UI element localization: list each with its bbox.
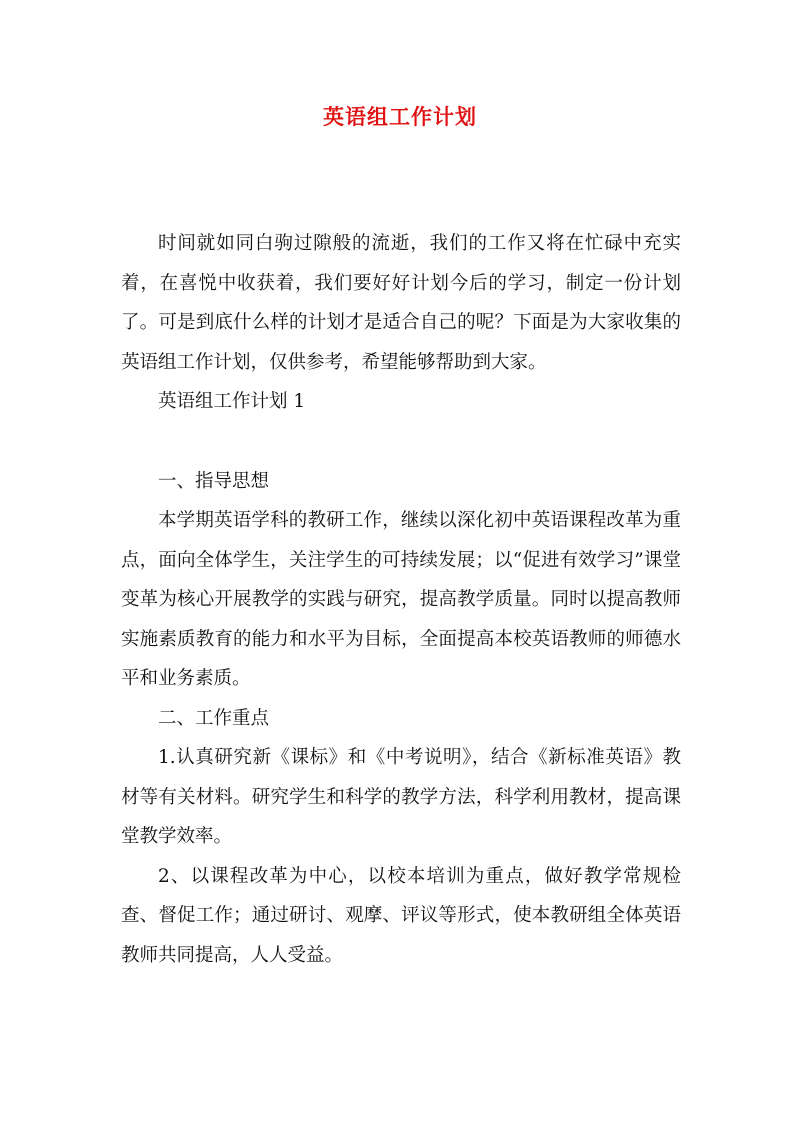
section2-heading: 二、工作重点 bbox=[158, 707, 270, 729]
section1-paragraph: 本学期英语学科的教研工作，继续以深化初中英语课程改革为重点，面向全体学生，关注学生的可持续发展；以“促进有效学习”课堂变革为核心开展教学的实践与研究，提高教学质量。同时以提高教师实施素质教育的能力和水平为目标，全面提高本校英语教师的师德水平和业务素质。 bbox=[121, 510, 681, 689]
intro-paragraph: 时间就如同白驹过隙般的流逝，我们的工作又将在忙碌中充实着，在喜悦中收获着，我们要好好计划今后的学习，制定一份计划了。可是到底什么样的计划才是适合自己的呢？下面是为大家收集的英语组工作计划，仅供参考，希望能够帮助到大家。 bbox=[121, 233, 681, 373]
document-body bbox=[121, 224, 681, 975]
work-item-1: 1.认真研究新《课标》和《中考说明》，结合《新标准英语》教材等有关材料。研究学生和科学的教学方法，科学利用教材，提高课堂教学效率。 bbox=[121, 747, 681, 847]
work-item-2: 2、以课程改革为中心，以校本培训为重点，做好教学常规检查、督促工作；通过研讨、观摩、评议等形式，使本教研组全体英语教师共同提高，人人受益。 bbox=[121, 865, 681, 966]
plan-subtitle: 英语组工作计划 1 bbox=[158, 391, 306, 412]
spacer bbox=[121, 422, 681, 462]
section1-heading: 一、指导思想 bbox=[158, 470, 270, 492]
document-title: 英语组工作计划 bbox=[323, 104, 477, 129]
